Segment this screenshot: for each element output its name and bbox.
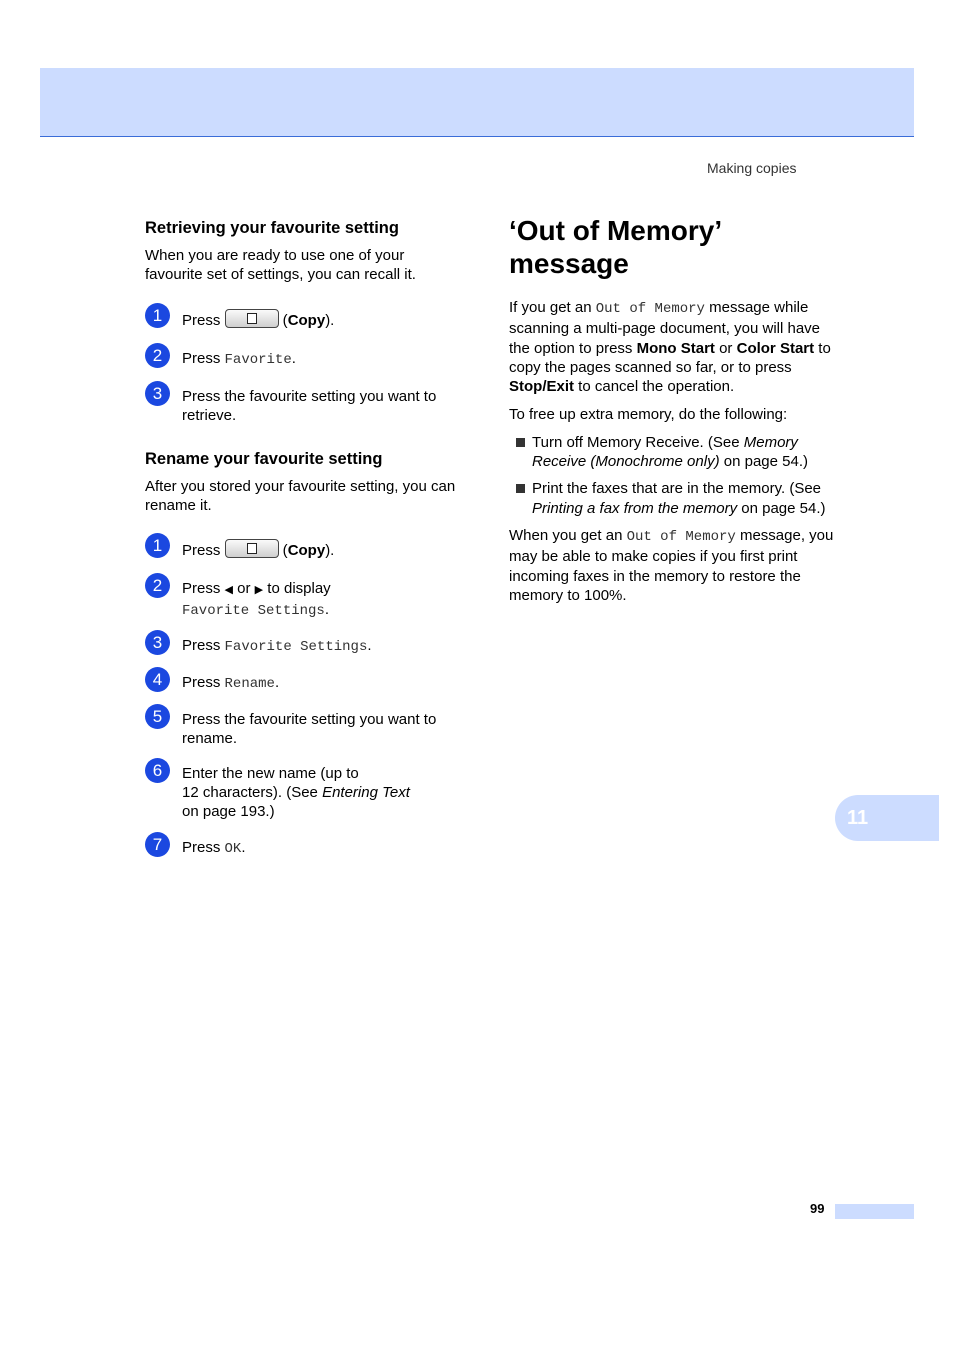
chapter-tab: 11 — [835, 795, 939, 841]
rename-step-6: 6 Enter the new name (up to 12 characters). (See Entering Text on page 193.) — [145, 764, 465, 821]
step-number-6: 6 — [145, 758, 170, 783]
rename-step-7: 7 Press OK. — [145, 838, 465, 859]
step-number-1: 1 — [145, 533, 170, 558]
header-band — [40, 68, 914, 137]
step-number-3: 3 — [145, 630, 170, 655]
right-column — [509, 214, 834, 613]
rename-step-2: 2 Press ◀ or ▶ to display Favorite Settings. — [145, 579, 465, 621]
section-header: Making copies — [707, 160, 797, 176]
step-number-3: 3 — [145, 381, 170, 406]
retrieve-step-2: 2 Press Favorite. — [145, 349, 465, 370]
rename-step-1: 1 Press (Copy). — [145, 539, 465, 560]
bullet-square-icon — [516, 484, 525, 493]
copy-key-icon — [225, 309, 279, 328]
retrieve-steps — [145, 305, 465, 425]
out-of-memory-heading: ‘Out of Memory’ message — [509, 215, 723, 279]
rename-intro: After you stored your favourite setting, you can rename it. — [145, 477, 456, 514]
step-number-2: 2 — [145, 343, 170, 368]
memory-tips-list — [509, 433, 834, 518]
left-column — [145, 218, 465, 859]
step-number-1: 1 — [145, 303, 170, 328]
step-number-2: 2 — [145, 573, 170, 598]
section-title-rename: Rename your favourite setting — [145, 449, 383, 468]
copy-when-out-of-memory: When you get an Out of Memory message, you may be able to make copies if you first print incoming faxes in the memory to restore the memory to 100%. — [509, 526, 834, 604]
tip-memory-receive: Turn off Memory Receive. (See Memory Receive (Monochrome only) on page 54.) — [509, 433, 834, 472]
page-number: 99 — [810, 1201, 825, 1216]
rename-step-3: 3 Press Favorite Settings. — [145, 636, 465, 657]
rename-step-4: 4 Press Rename. — [145, 673, 465, 694]
step-number-7: 7 — [145, 832, 170, 857]
retrieve-step-3: 3 Press the favourite setting you want to retrieve. — [145, 387, 465, 425]
step-number-4: 4 — [145, 667, 170, 692]
free-memory-intro: To free up extra memory, do the following: — [509, 406, 788, 424]
page-number-bar — [835, 1204, 914, 1219]
left-arrow-icon: ◀ — [224, 584, 233, 597]
step-number-5: 5 — [145, 704, 170, 729]
retrieve-intro: When you are ready to use one of your favourite set of settings, you can recall it. — [145, 247, 416, 284]
rename-steps — [145, 536, 465, 859]
bullet-square-icon — [516, 438, 525, 447]
copy-key-icon — [225, 539, 279, 558]
section-title-retrieve: Retrieving your favourite setting — [145, 219, 399, 237]
out-of-memory-paragraph: If you get an Out of Memory message while scanning a multi-page document, you will have the option to press Mono Start or Color Start to copy the pages scanned so far, or to press Stop/Exit to cancel the operation. — [509, 299, 831, 396]
tip-print-faxes: Print the faxes that are in the memory. (See Printing a fax from the memory on page 54.) — [509, 479, 834, 518]
rename-step-5: 5 Press the favourite setting you want to rename. — [145, 710, 465, 748]
retrieve-step-1: 1 Press (Copy). — [145, 309, 465, 330]
right-arrow-icon: ▶ — [254, 584, 264, 597]
